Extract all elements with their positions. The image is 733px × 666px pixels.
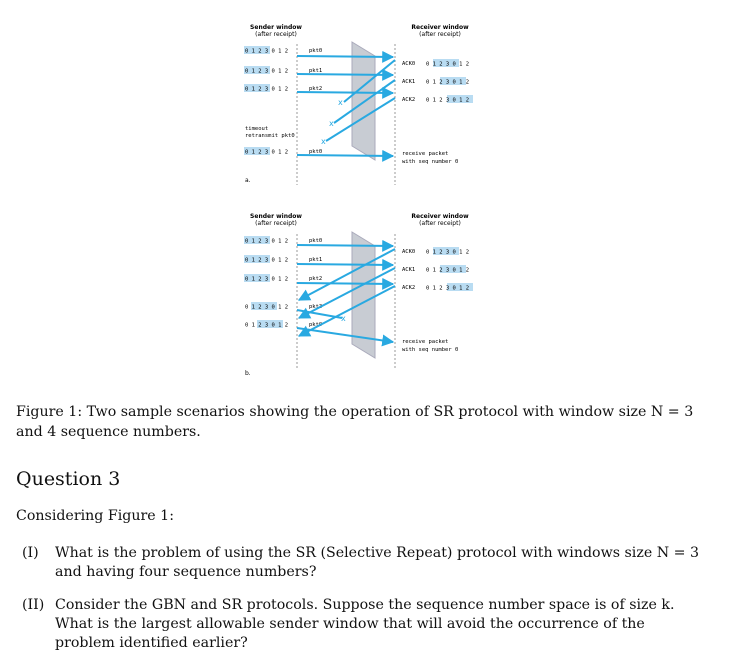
sender-seq: 0 1 2 3 0 1 2 [245,68,289,75]
ack-label: ACK2 [402,285,416,291]
loss-mark: x [321,137,326,146]
packet-label: pkt0 [309,149,323,155]
receiver-seq: 0 1 2 3 0 1 2 [426,249,470,256]
sender-seq: 0 1 2 3 0 1 2 [245,86,289,93]
receiver-window-title: Receiver window [411,213,469,220]
figure-caption: Figure 1: Two sample scenarios showing the operation of SR protocol with window size N = 3 and 4 sequence numbers. [16,404,694,440]
sender-seq: 0 1 2 3 0 1 2 [245,238,289,245]
ack-label: ACK0 [402,61,416,67]
receive-label: receive packet [402,151,449,157]
packet-label: pkt1 [309,257,323,263]
sender-window-title: Sender window [250,24,302,31]
panel-label: b. [245,370,251,377]
receive-label-2: with seq number 0 [402,347,459,353]
packet-label: pkt1 [309,68,323,74]
sender-window-title: Sender window [250,213,302,220]
packet-arrow [297,245,393,246]
packet-label: pkt0 [309,48,323,54]
packet-label: pkt0 [309,322,323,328]
loss-mark: x [341,314,346,323]
question-intro: Considering Figure 1: [16,508,174,524]
receive-label: receive packet [402,339,449,345]
ack-label: ACK0 [402,249,416,255]
packet-arrow [297,283,393,284]
packet-arrow [297,328,393,342]
sender-seq: 0 1 2 3 0 1 2 [245,48,289,55]
sender-window-subtitle: (after receipt) [255,220,297,227]
receiver-seq: 0 1 2 3 0 1 2 [426,97,470,104]
packet-arrow-lost [297,310,342,318]
sender-window-subtitle: (after receipt) [255,31,297,38]
timeout-label: timeout [245,126,269,132]
loss-mark: x [338,98,343,107]
sender-seq: 0 1 2 3 0 1 2 [245,322,289,329]
packet-label: pkt0 [309,238,323,244]
packet-label: pkt2 [309,86,323,92]
packet-label: pkt3 [309,304,323,310]
receive-label-2: with seq number 0 [402,159,459,165]
packet-arrow [297,155,393,156]
receiver-window-subtitle: (after receipt) [419,220,461,227]
receiver-seq: 0 1 2 3 0 1 2 [426,285,470,292]
receiver-seq: 0 1 2 3 0 1 2 [426,79,470,86]
panel-a [244,24,473,185]
item-text: Consider the GBN and SR protocols. Suppose the sequence number space is of size k. What is the largest allowable sender window that will avoid the occurrence of the problem identified earlier? [55,597,675,651]
question-title: Question 3 [16,468,121,490]
receiver-window-title: Receiver window [411,24,469,31]
receiver-window-subtitle: (after receipt) [419,31,461,38]
item-label: (I) [22,545,39,561]
packet-arrow [297,56,393,57]
panel-label: a. [245,177,251,184]
item-text: What is the problem of using the SR (Selective Repeat) protocol with windows size N = 3 and having four sequence numbers? [55,545,700,580]
sender-seq: 0 1 2 3 0 1 2 [245,149,289,156]
loss-mark: x [329,119,334,128]
ack-label: ACK2 [402,97,416,103]
ack-label: ACK1 [402,79,416,85]
sender-seq: 0 1 2 3 0 1 2 [245,304,289,311]
panel-b [244,213,473,377]
packet-label: pkt2 [309,276,323,282]
packet-arrow [297,264,393,265]
sender-seq: 0 1 2 3 0 1 2 [245,257,289,264]
item-label: (II) [22,597,45,613]
receiver-seq: 0 1 2 3 0 1 2 [426,267,470,274]
sender-seq: 0 1 2 3 0 1 2 [245,276,289,283]
ack-label: ACK1 [402,267,416,273]
receiver-seq: 0 1 2 3 0 1 2 [426,61,470,68]
retransmit-label: retransmit pkt0 [245,133,295,139]
